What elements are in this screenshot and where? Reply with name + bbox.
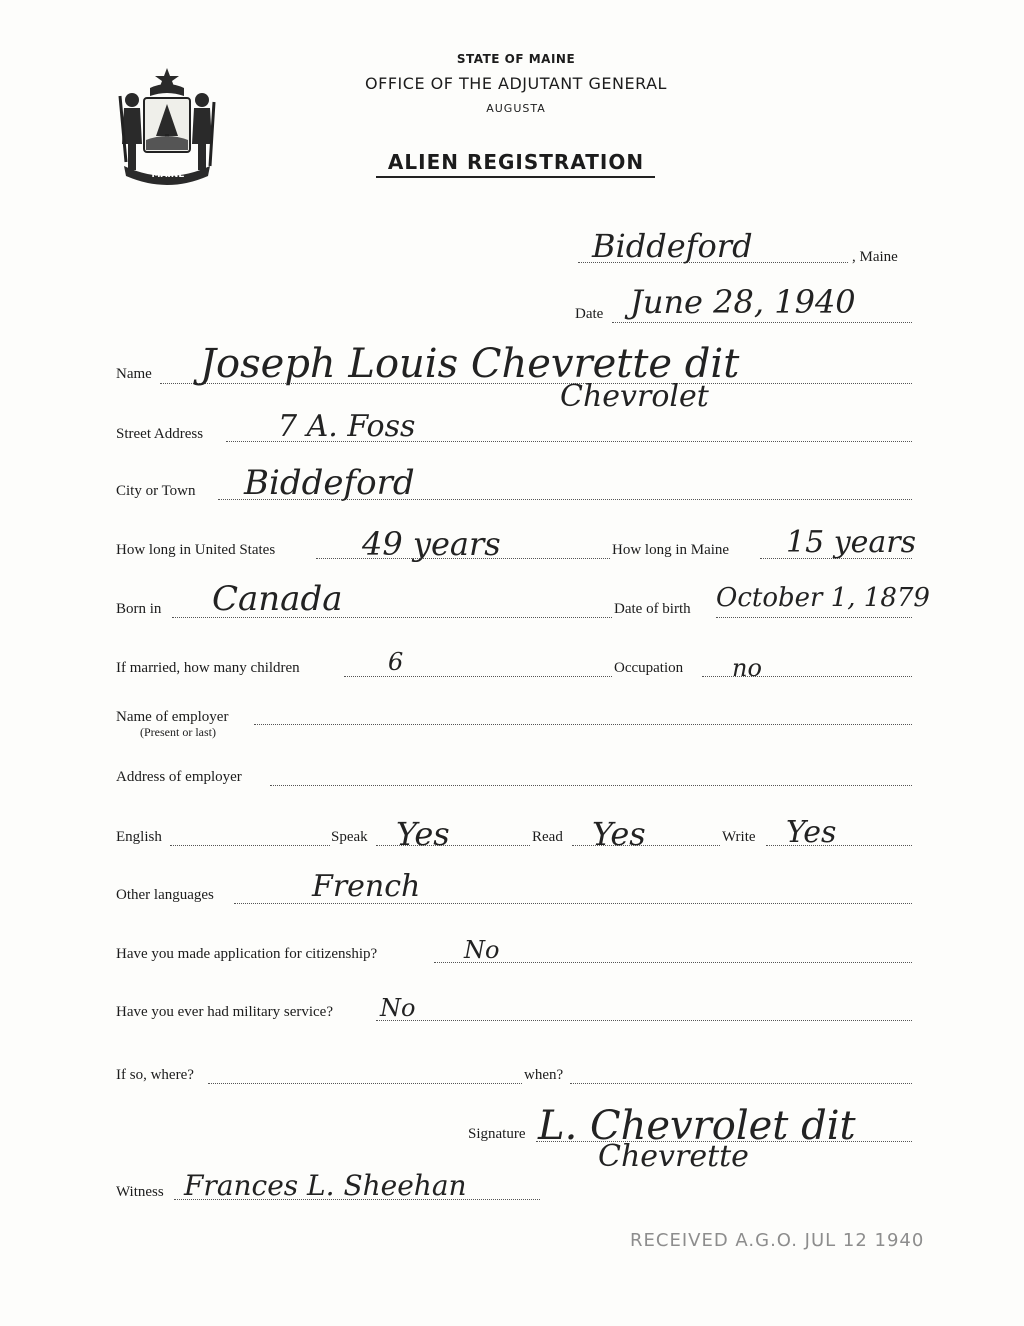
signature-value-line2: Chevrette bbox=[598, 1139, 749, 1174]
employer-address-label: Address of employer bbox=[116, 769, 242, 785]
form-title: ALIEN REGISTRATION bbox=[387, 150, 645, 174]
header-city: AUGUSTA bbox=[486, 102, 546, 115]
maine-label: , Maine bbox=[852, 249, 898, 265]
how-long-us-value: 49 years bbox=[362, 525, 501, 563]
received-stamp: RECEIVED A.G.O. JUL 12 1940 bbox=[630, 1230, 925, 1251]
name-value: Joseph Louis Chevrette dit bbox=[200, 341, 740, 387]
employer-name-note: (Present or last) bbox=[140, 725, 216, 739]
witness-value: Frances L. Sheehan bbox=[184, 1169, 467, 1202]
english-label: English bbox=[116, 829, 162, 845]
date-of-birth-line bbox=[716, 617, 912, 618]
write-value: Yes bbox=[786, 815, 837, 850]
employer-name-line bbox=[254, 724, 912, 725]
how-long-maine-value: 15 years bbox=[786, 525, 917, 560]
employer-address-line bbox=[270, 785, 912, 786]
witness-label: Witness bbox=[116, 1184, 164, 1200]
speak-value: Yes bbox=[396, 815, 450, 853]
occupation-value: no bbox=[732, 654, 762, 682]
how-long-maine-label: How long in Maine bbox=[612, 542, 730, 558]
speak-label: Speak bbox=[331, 829, 368, 845]
english-line bbox=[170, 845, 330, 846]
street-address-label: Street Address bbox=[116, 426, 204, 442]
date-of-birth-value: October 1, 1879 bbox=[716, 583, 930, 613]
military-label: Have you ever had military service? bbox=[116, 1004, 333, 1020]
if-so-where-label: If so, where? bbox=[116, 1067, 194, 1083]
seal-banner-text: MAINE bbox=[151, 170, 185, 180]
signature-value: L. Chevrolet dit bbox=[538, 1103, 856, 1149]
read-label: Read bbox=[532, 829, 563, 845]
citizenship-line bbox=[434, 962, 912, 963]
born-in-value: Canada bbox=[212, 579, 343, 619]
name-value-line2: Chevrolet bbox=[560, 379, 709, 414]
city-value: Biddeford bbox=[244, 463, 415, 503]
if-so-where-line bbox=[208, 1083, 522, 1084]
date-label: Date bbox=[575, 306, 604, 322]
citizenship-value: No bbox=[464, 936, 500, 964]
military-value: No bbox=[380, 994, 416, 1022]
employer-name-label: Name of employer bbox=[116, 709, 229, 725]
when-line bbox=[570, 1083, 912, 1084]
title-underline bbox=[376, 176, 655, 178]
header-state: STATE OF MAINE bbox=[456, 52, 576, 66]
name-label: Name bbox=[116, 366, 152, 382]
city-label: City or Town bbox=[116, 483, 196, 499]
header-office: OFFICE OF THE ADJUTANT GENERAL bbox=[365, 74, 667, 93]
occupation-label: Occupation bbox=[614, 660, 684, 676]
citizenship-label: Have you made application for citizenship? bbox=[116, 946, 378, 962]
signature-label: Signature bbox=[468, 1126, 526, 1142]
other-languages-label: Other languages bbox=[116, 887, 214, 903]
born-in-label: Born in bbox=[116, 601, 162, 617]
children-value: 6 bbox=[388, 648, 404, 676]
children-line bbox=[344, 676, 612, 677]
town-value: Biddeford bbox=[592, 227, 753, 265]
date-line bbox=[612, 322, 912, 323]
read-value: Yes bbox=[592, 815, 646, 853]
maine-seal bbox=[114, 66, 220, 188]
date-of-birth-label: Date of birth bbox=[614, 601, 691, 617]
when-label: when? bbox=[524, 1067, 564, 1083]
street-address-value: 7 A. Foss bbox=[278, 409, 416, 444]
how-long-us-label: How long in United States bbox=[116, 542, 276, 558]
write-label: Write bbox=[722, 829, 756, 845]
children-label: If married, how many children bbox=[116, 660, 300, 676]
date-value: June 28, 1940 bbox=[630, 283, 856, 321]
other-languages-value: French bbox=[312, 869, 421, 904]
military-line bbox=[376, 1020, 912, 1021]
